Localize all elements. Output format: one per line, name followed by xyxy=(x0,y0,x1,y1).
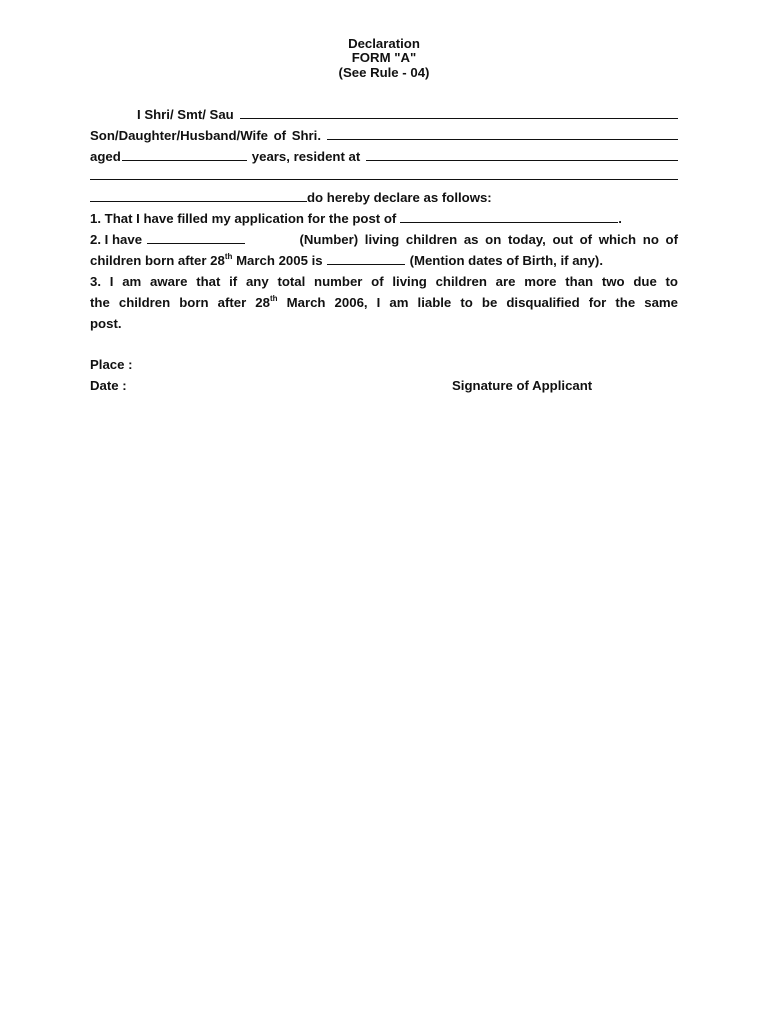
residence-blank xyxy=(366,148,678,161)
relation-prefix: Son/Daughter/Husband/Wife of Shri. xyxy=(90,128,322,143)
point-2-start-group xyxy=(90,229,245,250)
children-count-blank xyxy=(147,231,245,244)
form-number: FORM "A" xyxy=(351,50,417,65)
point-2-line-1 xyxy=(90,229,678,250)
address-blank-2 xyxy=(90,189,307,202)
point-3-line-1: 3. I am aware that if any total number of living children are more than two due to xyxy=(90,274,678,289)
name-blank xyxy=(240,106,678,119)
point-3-line-3: post. xyxy=(90,316,122,331)
form-rule: (See Rule - 04) xyxy=(338,65,430,80)
point-2-line-2 xyxy=(90,250,678,271)
point-2-start: 2. I have xyxy=(90,232,143,247)
post-blank xyxy=(400,210,618,223)
point-1-end: . xyxy=(618,211,622,226)
form-title: Declaration xyxy=(348,36,420,51)
signature-label: Signature of Applicant xyxy=(452,378,593,393)
name-line xyxy=(137,104,678,125)
point-2-mid: (Number) living children as on today, out of which no of xyxy=(299,232,678,247)
point-2-line2-start: children born after 28th March 2005 is xyxy=(90,251,323,268)
point-1 xyxy=(90,208,678,229)
age-blank xyxy=(122,148,247,161)
relation-blank xyxy=(327,127,678,140)
point-3-line-2: the children born after 28th March 2006, I am liable to be disqualified for the same xyxy=(90,293,678,310)
born-after-blank xyxy=(327,252,405,265)
declare-text: do hereby declare as follows: xyxy=(307,190,492,205)
declare-line xyxy=(90,187,678,208)
address-blank xyxy=(90,167,678,180)
aged-label: aged xyxy=(90,149,121,164)
date-label: Date : xyxy=(90,378,127,393)
point-1-text: 1. That I have filled my application for the post of xyxy=(90,211,397,226)
age-residence-line xyxy=(90,146,678,167)
place-label: Place : xyxy=(90,357,133,372)
years-resident-label: years, resident at xyxy=(251,149,361,164)
relation-line xyxy=(90,125,678,146)
point-2-line2-end: (Mention dates of Birth, if any). xyxy=(409,253,603,268)
address-line xyxy=(90,167,678,188)
name-prefix: I Shri/ Smt/ Sau xyxy=(137,107,234,122)
